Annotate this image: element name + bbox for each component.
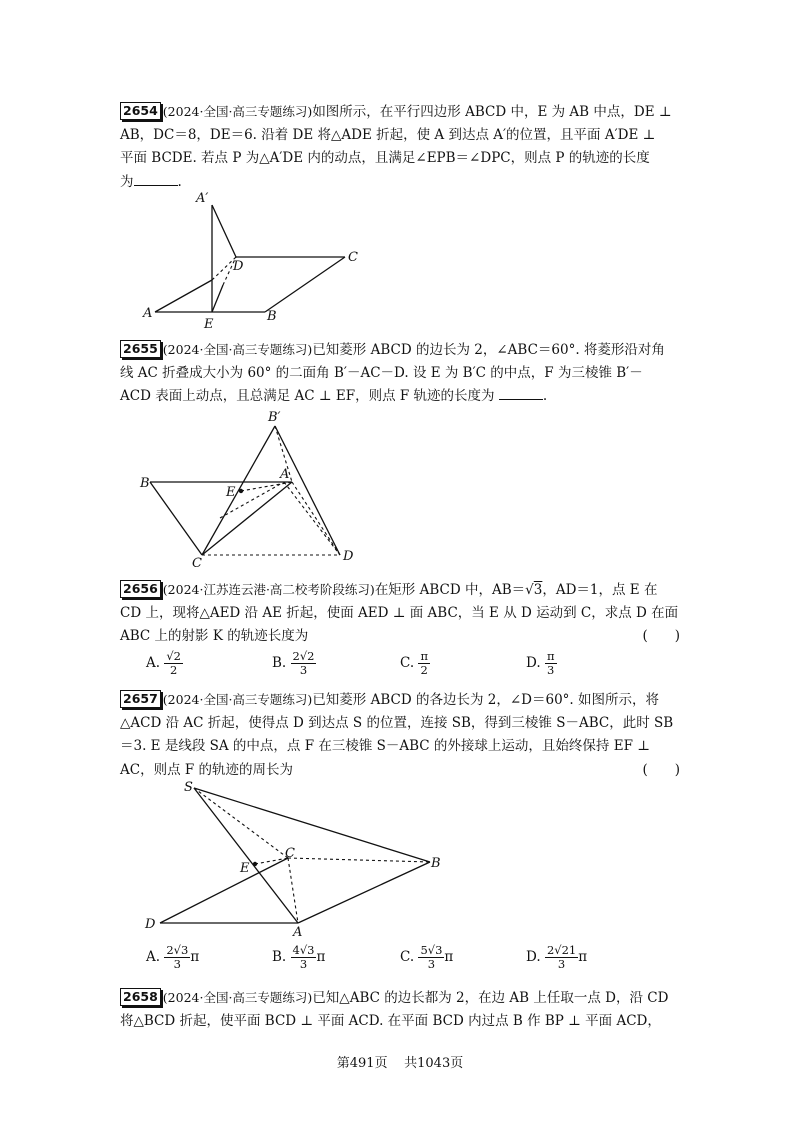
- page-total: 共1043页: [404, 1056, 464, 1071]
- label-B: B: [431, 856, 441, 871]
- label-C: C: [285, 846, 295, 861]
- label-S: S: [184, 780, 193, 795]
- label-B: B: [267, 309, 277, 324]
- page-number: 第491页: [336, 1056, 388, 1071]
- label-A: A: [293, 925, 303, 940]
- label-B: B: [140, 476, 150, 491]
- problem-text: 平面 BCDE. 若点 P 为△A′DE 内的动点，且满足∠EPB＝∠DPC，则点 P 的轨迹的长度: [120, 150, 650, 166]
- label-A: A: [143, 306, 153, 321]
- problem-text: AC，则点 F 的轨迹的周长为: [120, 761, 294, 778]
- problem-text: CD 上，现将△AED 沿 AE 折起，使面 AED ⊥ 面 ABC，当 E 从 D 运动到 C，求点 D 在面: [120, 604, 679, 621]
- label-E: E: [240, 861, 250, 876]
- choice-C[interactable]: C. $\frac{\pi}{2}$: [400, 649, 428, 677]
- choice-A[interactable]: A. $\frac{√2}{2}$: [146, 649, 181, 677]
- problem-number: 2656: [120, 580, 161, 598]
- label-E: E: [226, 485, 236, 500]
- choice-D[interactable]: D. $\frac{\pi}{3}$: [526, 649, 555, 677]
- problem-2657: [120, 688, 680, 782]
- problem-number: 2657: [120, 690, 161, 708]
- choices-2656: [146, 650, 676, 680]
- problem-text: 已知菱形 ABCD 的各边长为 2，∠D＝60°. 如图所示，将: [312, 692, 659, 708]
- label-B-prime: B′: [268, 410, 281, 425]
- answer-blank[interactable]: [499, 386, 543, 400]
- answer-paren: ( ): [642, 628, 680, 644]
- label-C: C: [348, 250, 358, 265]
- figure-2654: [140, 190, 370, 330]
- label-E: E: [204, 317, 214, 332]
- problem-text: 在矩形 ABCD 中，AB＝: [374, 582, 526, 598]
- problem-source: (2024·全国·高三专题练习): [162, 990, 313, 1005]
- choices-2657: [146, 944, 676, 974]
- problem-text: AB，DC＝8，DE＝6. 沿着 DE 将△ADE 折起，使 A 到达点 A′的位置，且平面 A′DE ⊥: [120, 126, 656, 143]
- problem-number: 2654: [120, 102, 161, 120]
- page-footer: [0, 1052, 800, 1071]
- problem-source: (2024·全国·高三专题练习): [162, 342, 313, 357]
- label-A-prime: A′: [196, 191, 209, 206]
- choice-B[interactable]: B. $\frac{2√2}{3}$: [272, 649, 315, 677]
- choice-C[interactable]: C. $\frac{5√3}{3}$ π: [400, 943, 454, 971]
- problem-text: 线 AC 折叠成大小为 60° 的二面角 B′－AC－D. 设 E 为 B′C 的中点，F 为三棱锥 B′－: [120, 364, 643, 381]
- problem-source: (2024·全国·高三专题练习): [162, 692, 313, 707]
- sqrt3: √3: [525, 582, 543, 598]
- answer-paren: ( ): [642, 761, 680, 778]
- label-D: D: [343, 549, 354, 564]
- answer-blank[interactable]: [134, 172, 178, 186]
- choice-A[interactable]: A. $\frac{2√3}{3}$ π: [146, 943, 200, 971]
- choice-B[interactable]: B. $\frac{4√3}{3}$ π: [272, 943, 326, 971]
- problem-number: 2655: [120, 340, 161, 358]
- problem-text: 如图所示，在平行四边形 ABCD 中，E 为 AB 中点，DE ⊥: [312, 104, 672, 120]
- figure-2655: [140, 408, 370, 571]
- problem-number: 2658: [120, 988, 161, 1006]
- figure-2657: [140, 778, 450, 938]
- choice-D[interactable]: D. $\frac{2√21}{3}$ π: [526, 943, 588, 971]
- label-D: D: [233, 259, 244, 274]
- problem-text: △ACD 沿 AC 折起，使得点 D 到达点 S 的位置，连接 SB，得到三棱锥 S－ABC，此时 SB: [120, 714, 674, 731]
- problem-2656: [120, 578, 680, 649]
- problem-source: (2024·全国·高三专题练习): [162, 104, 313, 119]
- label-A: A: [280, 467, 290, 482]
- problem-2658: [120, 986, 680, 1033]
- problem-text: ，AD＝1，点 E 在: [542, 582, 658, 598]
- problem-text: ＝3. E 是线段 SA 的中点，点 F 在三棱锥 S－ABC 的外接球上运动，且始终保持 EF ⊥: [120, 738, 650, 754]
- problem-text: ABC 上的射影 K 的轨迹长度为: [120, 628, 309, 644]
- problem-text: 已知△ABC 的边长都为 2，在边 AB 上任取一点 D，沿 CD: [312, 990, 669, 1006]
- label-D: D: [145, 917, 156, 932]
- problem-2654: 2654 (2024·全国·高三专题练习)如图所示，在平行四边形 ABCD 中，E 为 AB 中点，DE ⊥ AB，DC＝8，DE＝6. 沿着 DE 将△ADE 折起，使 A 到达点 A′的位置，且平面 A′DE ⊥ 平面 BCDE. 若点 P 为△A′DE 内的动点，且满足∠EPB＝∠DPC，则点 P 的轨迹的长度 为 .: [120, 100, 680, 194]
- problem-text: ACD 表面上动点，且总满足 AC ⊥ EF，则点 F 轨迹的长度为: [120, 388, 495, 404]
- problem-source: (2024·江苏连云港·高二校考阶段练习): [162, 582, 375, 597]
- problem-2655: 2655 (2024·全国·高三专题练习)已知菱形 ABCD 的边长为 2，∠ABC＝60°. 将菱形沿对角 线 AC 折叠成大小为 60° 的二面角 B′－AC－D. 设 E 为 B′C 的中点，F 为三棱锥 B′－ ACD 表面上动点，且总满足 AC ⊥ EF，则点 F 轨迹的长度为 .: [120, 338, 680, 409]
- problem-text: 已知菱形 ABCD 的边长为 2，∠ABC＝60°. 将菱形沿对角: [312, 342, 665, 358]
- problem-text: 为: [120, 173, 134, 190]
- label-C: C: [192, 556, 202, 571]
- problem-text: 将△BCD 折起，使平面 BCD ⊥ 平面 ACD. 在平面 BCD 内过点 B 作 BP ⊥ 平面 ACD，: [120, 1012, 661, 1029]
